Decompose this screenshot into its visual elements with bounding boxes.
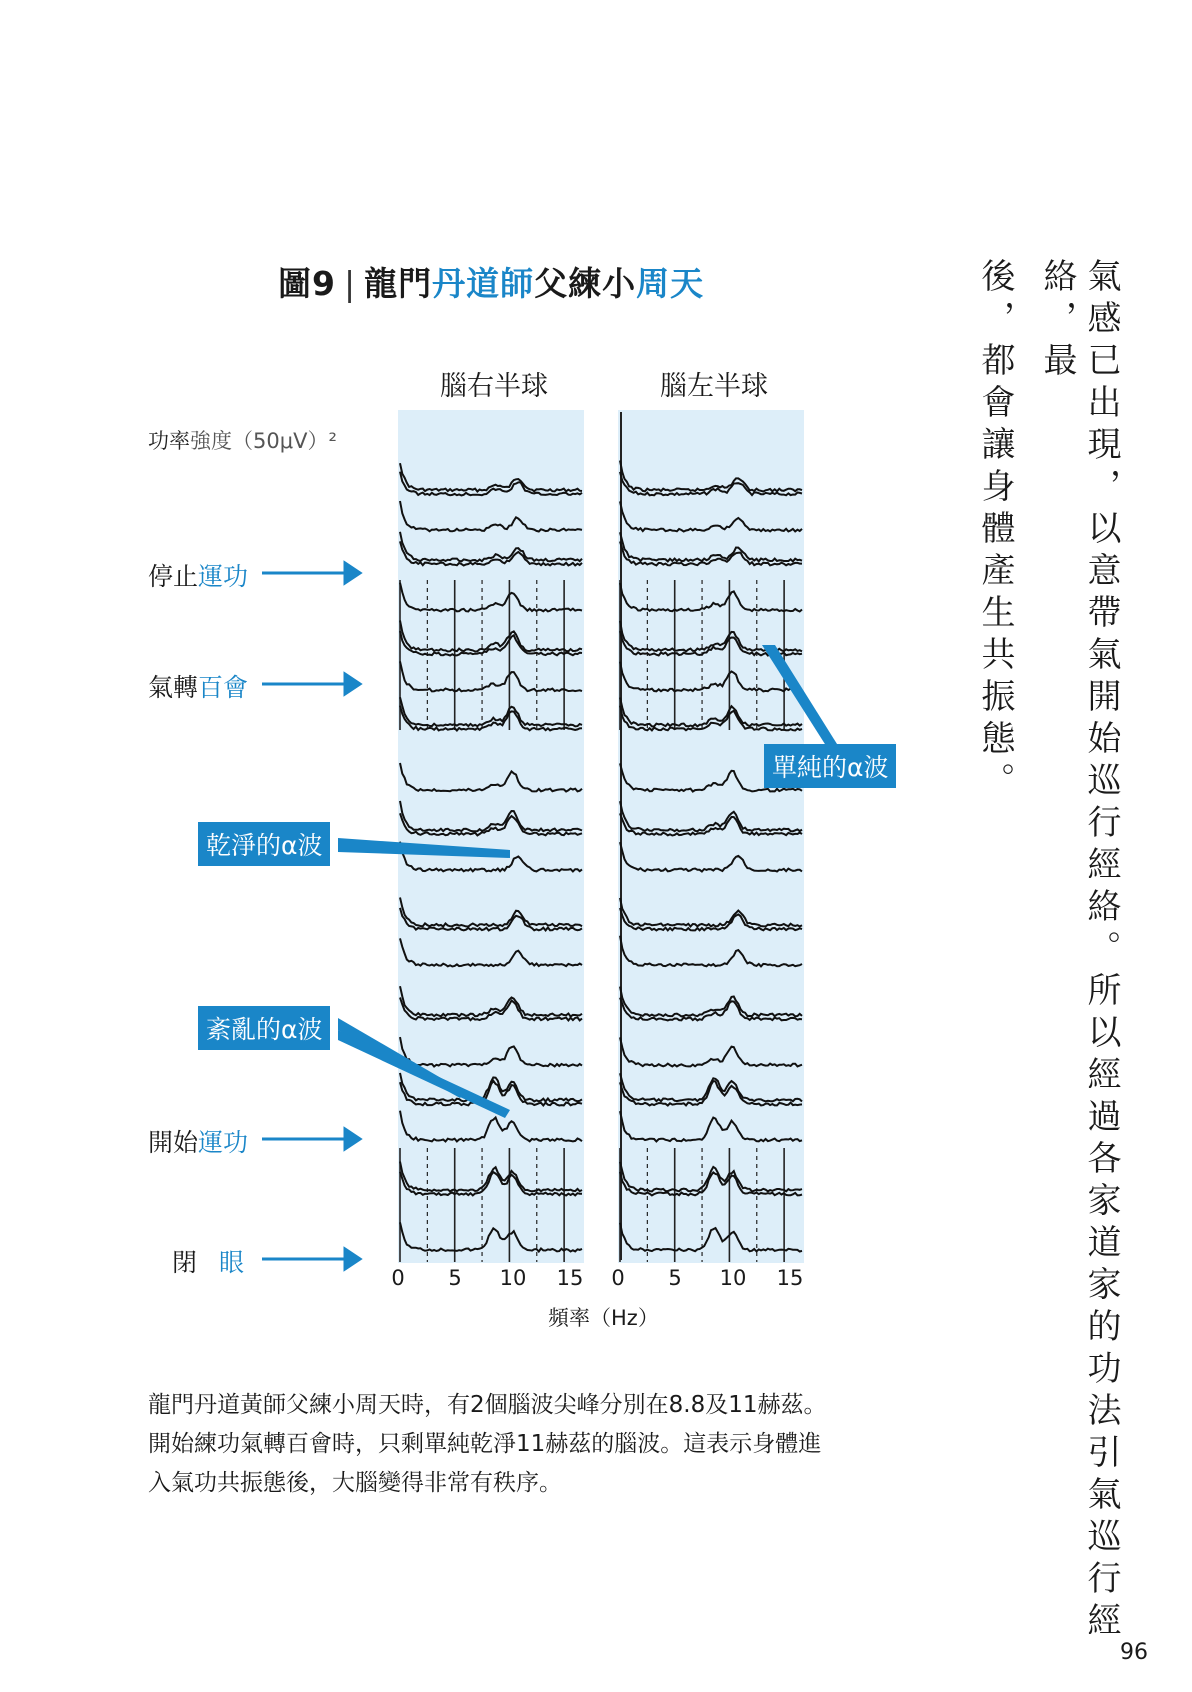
xtick-left-5: 5 — [668, 1266, 682, 1290]
caption-line: 龍門丹道黃師父練小周天時，有2個腦波尖峰分別在8.8及11赫茲。 — [148, 1392, 827, 1418]
caption-line: 開始練功氣轉百會時，只剩單純乾淨11赫茲的腦波。這表示身體進 — [148, 1431, 822, 1457]
tag-messy-alpha: 紊亂的α波 — [198, 1006, 330, 1050]
figure-caption — [148, 1386, 868, 1503]
title-part4: 周天 — [636, 264, 705, 303]
figure-number: 圖9 — [278, 264, 336, 303]
right-hemisphere-header: 腦右半球 — [440, 371, 548, 402]
xtick-right-0: 0 — [391, 1266, 405, 1290]
tag-pure-alpha: 單純的α波 — [764, 744, 896, 788]
xtick-right-10: 10 — [499, 1266, 527, 1290]
label-arrows — [262, 563, 360, 1269]
xtick-right-5: 5 — [448, 1266, 462, 1290]
xtick-left-10: 10 — [719, 1266, 747, 1290]
title-part1: 龍門 — [364, 264, 433, 303]
label-qi-baihui: 氣轉百會 — [148, 673, 249, 702]
title-separator: | — [343, 264, 357, 303]
tag-clean-alpha: 乾淨的α波 — [198, 822, 330, 866]
x-axis-label: 頻率（Hz） — [548, 1306, 659, 1330]
xtick-left-0: 0 — [611, 1266, 625, 1290]
right-panel-bg — [398, 410, 584, 1263]
label-stop-exercise: 停止運功 — [148, 562, 249, 591]
left-hemisphere-header: 腦左半球 — [660, 371, 768, 402]
label-close-eyes: 閉 眼 — [172, 1248, 245, 1277]
xtick-right-15: 15 — [556, 1266, 584, 1290]
title-part2: 丹道師 — [432, 264, 535, 303]
caption-line: 入氣功共振態後，大腦變得非常有秩序。 — [148, 1470, 562, 1496]
page-number: 96 — [1120, 1640, 1148, 1665]
label-start-exercise: 開始運功 — [148, 1128, 249, 1157]
xtick-left-15: 15 — [776, 1266, 804, 1290]
title-part3: 父練小 — [534, 264, 637, 303]
vertical-text-col2: 後，都會讓身體產生共振態。 — [975, 258, 1015, 804]
left-panel-bg — [618, 410, 804, 1263]
y-axis-label-c: （50μV）² — [232, 429, 337, 453]
y-axis-label-a: 功率 — [148, 429, 190, 453]
y-axis-label-b: 強度 — [190, 429, 232, 453]
vertical-text-col1: 氣感已出現，以意帶氣開始巡行經絡。所以經過各家道家的功法引氣巡行經絡，最 — [1037, 258, 1121, 1644]
